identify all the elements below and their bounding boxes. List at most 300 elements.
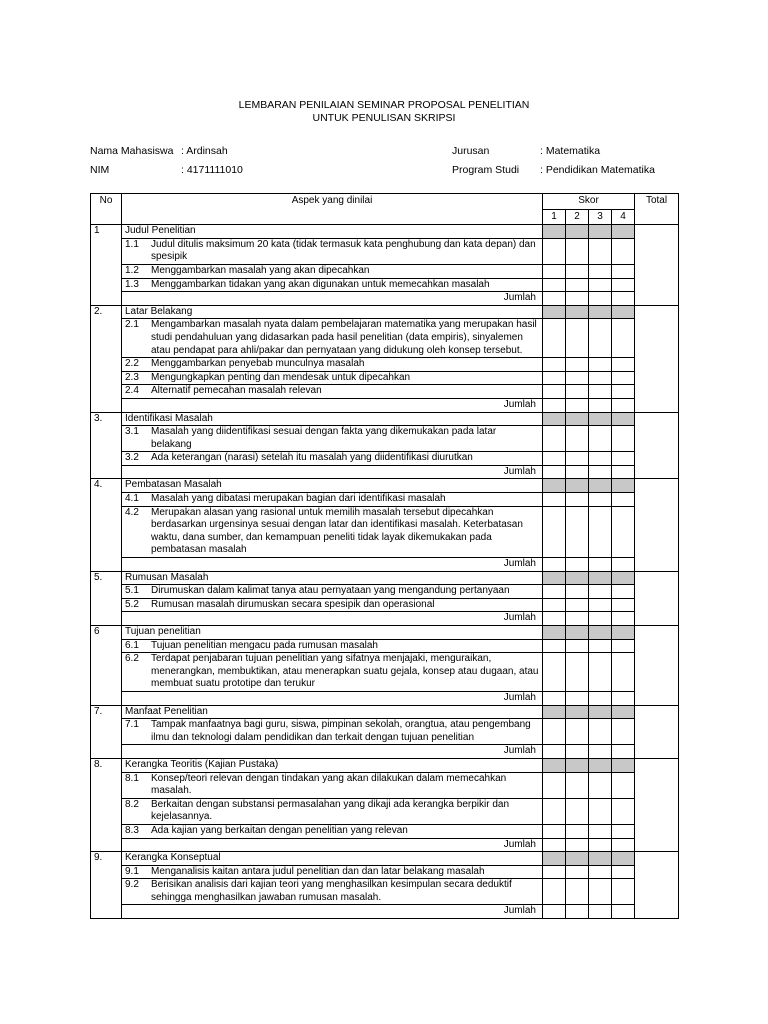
score-cell[interactable] (566, 238, 589, 264)
score-cell[interactable] (589, 653, 612, 692)
score-cell[interactable] (566, 426, 589, 452)
score-cell[interactable] (589, 585, 612, 599)
score-cell[interactable] (543, 865, 566, 879)
criterion-row (91, 358, 679, 372)
criterion-row (91, 493, 679, 507)
score-cell[interactable] (566, 358, 589, 372)
criterion-number: 9.2 (125, 879, 139, 891)
criterion-cell (122, 865, 543, 879)
title-line-2: UNTUK PENULISAN SKRIPSI (312, 112, 456, 124)
section-row (91, 412, 679, 426)
criterion-number: 4.1 (125, 493, 139, 505)
criterion-row (91, 598, 679, 612)
score-cell[interactable] (543, 772, 566, 798)
score-cell[interactable] (543, 358, 566, 372)
nim-value: : 4171111010 (181, 164, 243, 176)
score-cell[interactable] (612, 385, 635, 399)
jumlah-score-cell[interactable] (543, 745, 566, 759)
score-cell[interactable] (589, 879, 612, 905)
score-cell-shaded (589, 571, 612, 585)
jumlah-label: Jumlah (122, 558, 543, 572)
score-cell[interactable] (566, 319, 589, 358)
score-cell[interactable] (566, 824, 589, 838)
jumlah-score-cell[interactable] (543, 612, 566, 626)
score-cell-shaded (566, 758, 589, 772)
total-cell[interactable] (635, 225, 679, 306)
score-cell[interactable] (612, 585, 635, 599)
criterion-number: 7.1 (125, 719, 139, 731)
jumlah-row (91, 465, 679, 479)
criterion-text: Berkaitan dengan substansi permasalahan yang dikaji ada kerangka berpikir dan kejelasannya. (151, 798, 510, 823)
score-cell[interactable] (589, 278, 612, 292)
criterion-cell (122, 238, 543, 264)
score-cell-shaded (612, 758, 635, 772)
criterion-row (91, 798, 679, 824)
jumlah-score-cell[interactable] (566, 558, 589, 572)
total-cell[interactable] (635, 479, 679, 571)
score-cell[interactable] (612, 238, 635, 264)
criterion-number: 8.1 (125, 772, 139, 784)
score-cell[interactable] (566, 798, 589, 824)
criterion-cell (122, 358, 543, 372)
jumlah-score-cell[interactable] (589, 612, 612, 626)
criterion-text: Mengambarkan masalah nyata dalam pembelajaran matematika yang merupakan hasil studi pendahuluan yang didasarkan pada hasil penelitian (data empiris), sinyalemen atau pendapat para ahli/pakar dan pernyataan yang didukung oleh konsep tersebut. (151, 319, 537, 356)
criterion-cell (122, 264, 543, 278)
score-cell[interactable] (543, 598, 566, 612)
jumlah-score-cell[interactable] (566, 292, 589, 306)
jumlah-score-cell[interactable] (543, 838, 566, 852)
section-title: Identifikasi Masalah (122, 412, 543, 426)
score-cell-shaded (589, 626, 612, 640)
score-cell-shaded (543, 758, 566, 772)
jumlah-score-cell[interactable] (589, 465, 612, 479)
skor-col-4: 4 (612, 209, 635, 225)
criterion-row (91, 506, 679, 557)
criterion-text: Dirumuskan dalam kalimat tanya atau pernyataan yang mengandung pertanyaan (151, 585, 510, 597)
section-row (91, 225, 679, 239)
jumlah-score-cell[interactable] (612, 398, 635, 412)
criterion-text: Mengungkapkan penting dan mendesak untuk dipecahkan (151, 371, 411, 383)
score-cell[interactable] (589, 264, 612, 278)
criterion-row (91, 278, 679, 292)
score-cell[interactable] (543, 426, 566, 452)
section-number: 8. (91, 758, 122, 851)
criterion-text: Menggambarkan penyebab munculnya masalah (151, 358, 365, 370)
prodi-label: Program Studi (452, 164, 520, 176)
score-cell[interactable] (543, 452, 566, 466)
criterion-cell (122, 506, 543, 557)
criterion-text: Rumusan masalah dirumuskan secara spesipik dan operasional (151, 598, 435, 610)
col-header-aspek: Aspek yang dinilai (122, 194, 543, 225)
score-cell-shaded (566, 626, 589, 640)
score-cell[interactable] (612, 598, 635, 612)
score-cell[interactable] (566, 385, 589, 399)
jumlah-row (91, 292, 679, 306)
criterion-row (91, 879, 679, 905)
jumlah-score-cell[interactable] (612, 558, 635, 572)
score-cell[interactable] (589, 506, 612, 557)
jumlah-label: Jumlah (122, 691, 543, 705)
jumlah-score-cell[interactable] (612, 691, 635, 705)
criterion-text: Judul ditulis maksimum 20 kata (tidak termasuk kata penghubung dan kata depan) dan spesipik (151, 238, 536, 263)
score-cell[interactable] (612, 452, 635, 466)
section-title: Kerangka Teoritis (Kajian Pustaka) (122, 758, 543, 772)
jumlah-score-cell[interactable] (566, 612, 589, 626)
criterion-text: Konsep/teori relevan dengan tindakan yang akan dilakukan dalam memecahkan masalah. (151, 772, 507, 797)
section-title: Kerangka Konseptual (122, 852, 543, 866)
jumlah-label: Jumlah (122, 905, 543, 919)
criterion-row (91, 824, 679, 838)
section-number: 2. (91, 305, 122, 412)
score-cell-shaded (566, 412, 589, 426)
score-cell-shaded (566, 852, 589, 866)
section-title: Tujuan penelitian (122, 626, 543, 640)
score-cell[interactable] (543, 264, 566, 278)
score-cell[interactable] (543, 371, 566, 385)
criterion-text: Merupakan alasan yang rasional untuk memilih masalah tersebut dipecahkan berdasarkan urgensinya sesuai dengan latar dan identifikasi masalah. Keterbatasan waktu, dana sumber, dan kemampuan peneliti tidak layak dikemukakan pada pembatasan masalah (151, 506, 523, 556)
criterion-row (91, 238, 679, 264)
jumlah-row (91, 558, 679, 572)
jumlah-label: Jumlah (122, 612, 543, 626)
score-cell-shaded (589, 758, 612, 772)
criterion-number: 2.2 (125, 358, 139, 370)
score-cell[interactable] (543, 639, 566, 653)
criterion-number: 6.2 (125, 653, 139, 665)
criterion-cell (122, 639, 543, 653)
jumlah-score-cell[interactable] (589, 691, 612, 705)
section-row (91, 852, 679, 866)
jumlah-score-cell[interactable] (566, 745, 589, 759)
score-cell-shaded (612, 852, 635, 866)
criterion-number: 2.3 (125, 371, 139, 383)
score-cell[interactable] (566, 371, 589, 385)
jumlah-score-cell[interactable] (589, 905, 612, 919)
jumlah-row (91, 905, 679, 919)
score-cell[interactable] (589, 598, 612, 612)
title-line-1: LEMBARAN PENILAIAN SEMINAR PROPOSAL PENELITIAN (238, 99, 530, 111)
score-cell[interactable] (566, 598, 589, 612)
criterion-text: Tampak manfaatnya bagi guru, siswa, pimpinan sekolah, orangtua, atau pengembang ilmu dan teknologi dalam pendidikan dan terkait dengan tujuan penelitian (151, 719, 531, 743)
score-cell[interactable] (612, 653, 635, 692)
score-cell-shaded (612, 305, 635, 319)
criterion-number: 2.4 (125, 385, 139, 397)
score-cell[interactable] (566, 452, 589, 466)
criterion-number: 1.2 (125, 264, 139, 276)
criterion-cell (122, 319, 543, 358)
score-cell-shaded (543, 412, 566, 426)
criterion-cell (122, 719, 543, 745)
jumlah-score-cell[interactable] (612, 292, 635, 306)
score-cell-shaded (543, 479, 566, 493)
skor-col-1: 1 (543, 209, 566, 225)
criterion-text: Ada keterangan (narasi) setelah itu masalah yang diidentifikasi diurutkan (151, 452, 473, 464)
score-cell-shaded (543, 852, 566, 866)
score-cell[interactable] (566, 879, 589, 905)
score-cell-shaded (566, 225, 589, 239)
score-cell-shaded (566, 305, 589, 319)
score-cell-shaded (543, 626, 566, 640)
score-cell-shaded (566, 571, 589, 585)
criterion-row (91, 452, 679, 466)
score-cell[interactable] (543, 385, 566, 399)
score-cell[interactable] (612, 824, 635, 838)
score-cell[interactable] (589, 371, 612, 385)
score-cell[interactable] (612, 493, 635, 507)
jumlah-score-cell[interactable] (589, 745, 612, 759)
criterion-row (91, 426, 679, 452)
jumlah-score-cell[interactable] (589, 558, 612, 572)
criterion-number: 2.1 (125, 319, 139, 331)
score-cell[interactable] (612, 798, 635, 824)
score-cell-shaded (612, 705, 635, 719)
score-cell[interactable] (543, 798, 566, 824)
score-cell[interactable] (543, 879, 566, 905)
criterion-number: 6.1 (125, 639, 139, 651)
col-header-total: Total (635, 194, 679, 225)
score-cell[interactable] (589, 493, 612, 507)
total-cell[interactable] (635, 626, 679, 706)
nim-label: NIM (90, 164, 110, 176)
criterion-row (91, 319, 679, 358)
score-cell[interactable] (612, 358, 635, 372)
criterion-text: Menganalisis kaitan antara judul penelitian dan dan latar belakang masalah (151, 865, 485, 877)
jumlah-score-cell[interactable] (543, 905, 566, 919)
jumlah-score-cell[interactable] (566, 905, 589, 919)
criterion-number: 9.1 (125, 865, 139, 877)
score-cell[interactable] (566, 719, 589, 745)
section-number: 5. (91, 571, 122, 625)
criterion-cell (122, 653, 543, 692)
jumlah-row (91, 612, 679, 626)
jumlah-row (91, 745, 679, 759)
score-cell[interactable] (566, 278, 589, 292)
criterion-row (91, 371, 679, 385)
score-cell-shaded (543, 705, 566, 719)
score-cell[interactable] (566, 772, 589, 798)
score-cell-shaded (543, 305, 566, 319)
jumlah-score-cell[interactable] (612, 612, 635, 626)
score-cell[interactable] (589, 385, 612, 399)
criterion-text: Menggambarkan masalah yang akan dipecahkan (151, 264, 370, 276)
section-number: 9. (91, 852, 122, 919)
criterion-text: Tujuan penelitian mengacu pada rumusan masalah (151, 639, 378, 651)
criterion-row (91, 385, 679, 399)
jumlah-row (91, 691, 679, 705)
jumlah-score-cell[interactable] (543, 691, 566, 705)
criterion-number: 4.2 (125, 506, 139, 518)
jumlah-score-cell[interactable] (566, 398, 589, 412)
criterion-text: Berisikan analisis dari kajian teori yang menghasilkan kesimpulan secara deduktif sehingga menghasilkan jawaban rumusan masalah. (151, 879, 512, 903)
jumlah-score-cell[interactable] (566, 691, 589, 705)
criterion-cell (122, 452, 543, 466)
section-number: 6 (91, 626, 122, 706)
score-cell[interactable] (543, 653, 566, 692)
score-cell[interactable] (543, 238, 566, 264)
jurusan-value: : Matematika (540, 145, 601, 157)
score-cell[interactable] (589, 798, 612, 824)
total-cell[interactable] (635, 305, 679, 412)
score-cell[interactable] (543, 506, 566, 557)
criterion-row (91, 719, 679, 745)
score-cell-shaded (589, 479, 612, 493)
score-cell[interactable] (589, 824, 612, 838)
score-cell[interactable] (612, 264, 635, 278)
score-cell[interactable] (543, 585, 566, 599)
section-number: 7. (91, 705, 122, 758)
score-cell-shaded (612, 571, 635, 585)
document-title (0, 99, 768, 125)
total-cell[interactable] (635, 758, 679, 851)
skor-col-3: 3 (589, 209, 612, 225)
section-row (91, 626, 679, 640)
score-cell[interactable] (612, 371, 635, 385)
section-number: 3. (91, 412, 122, 479)
score-cell-shaded (589, 412, 612, 426)
score-cell[interactable] (543, 719, 566, 745)
criterion-text: Alternatif pemecahan masalah relevan (151, 385, 322, 397)
criterion-text: Masalah yang dibatasi merupakan bagian dari identifikasi masalah (151, 493, 446, 505)
score-cell[interactable] (566, 653, 589, 692)
criterion-text: Ada kajian yang berkaitan dengan penelitian yang relevan (151, 824, 408, 836)
jumlah-score-cell[interactable] (589, 292, 612, 306)
rubric-body (91, 225, 679, 919)
score-cell[interactable] (612, 426, 635, 452)
jumlah-row (91, 398, 679, 412)
nama-label: Nama Mahasiswa (90, 145, 174, 157)
criterion-number: 5.2 (125, 598, 139, 610)
jumlah-score-cell[interactable] (612, 838, 635, 852)
section-number: 1 (91, 225, 122, 306)
col-header-skor: Skor (543, 194, 635, 210)
jumlah-score-cell[interactable] (589, 398, 612, 412)
criterion-number: 8.3 (125, 824, 139, 836)
criterion-cell (122, 426, 543, 452)
score-cell[interactable] (589, 358, 612, 372)
criterion-number: 3.2 (125, 452, 139, 464)
jumlah-score-cell[interactable] (566, 838, 589, 852)
score-cell[interactable] (589, 772, 612, 798)
score-cell-shaded (543, 225, 566, 239)
score-cell[interactable] (589, 452, 612, 466)
jumlah-score-cell[interactable] (543, 558, 566, 572)
jumlah-label: Jumlah (122, 838, 543, 852)
score-cell[interactable] (612, 506, 635, 557)
score-cell[interactable] (589, 639, 612, 653)
jumlah-score-cell[interactable] (566, 465, 589, 479)
criterion-cell (122, 879, 543, 905)
score-cell[interactable] (566, 865, 589, 879)
section-title: Manfaat Penelitian (122, 705, 543, 719)
criterion-text: Menggambarkan tidakan yang akan digunakan untuk memecahkan masalah (151, 278, 490, 290)
jumlah-score-cell[interactable] (589, 838, 612, 852)
score-cell-shaded (612, 626, 635, 640)
criterion-cell (122, 798, 543, 824)
total-cell[interactable] (635, 705, 679, 758)
score-cell[interactable] (566, 639, 589, 653)
section-row (91, 758, 679, 772)
score-cell-shaded (589, 305, 612, 319)
section-title: Latar Belakang (122, 305, 543, 319)
score-cell[interactable] (566, 264, 589, 278)
jumlah-score-cell[interactable] (543, 292, 566, 306)
score-cell[interactable] (543, 319, 566, 358)
score-cell[interactable] (543, 824, 566, 838)
score-cell[interactable] (589, 426, 612, 452)
score-cell[interactable] (612, 865, 635, 879)
criterion-number: 8.2 (125, 798, 139, 810)
score-cell[interactable] (612, 319, 635, 358)
total-cell[interactable] (635, 412, 679, 479)
criterion-cell (122, 385, 543, 399)
jumlah-row (91, 838, 679, 852)
jumlah-label: Jumlah (122, 465, 543, 479)
section-row (91, 705, 679, 719)
section-title: Judul Penelitian (122, 225, 543, 239)
criterion-row (91, 772, 679, 798)
nama-value: : Ardinsah (181, 145, 228, 157)
score-cell[interactable] (589, 319, 612, 358)
prodi-value: : Pendidikan Matematika (540, 164, 655, 176)
criterion-cell (122, 772, 543, 798)
jumlah-score-cell[interactable] (543, 465, 566, 479)
criterion-row (91, 653, 679, 692)
score-cell[interactable] (543, 493, 566, 507)
section-title: Pembatasan Masalah (122, 479, 543, 493)
criterion-cell (122, 585, 543, 599)
jumlah-score-cell[interactable] (543, 398, 566, 412)
criterion-cell (122, 598, 543, 612)
jumlah-score-cell[interactable] (612, 465, 635, 479)
jurusan-label: Jurusan (452, 145, 490, 157)
score-cell[interactable] (612, 772, 635, 798)
score-cell[interactable] (612, 639, 635, 653)
score-cell[interactable] (589, 719, 612, 745)
criterion-cell (122, 278, 543, 292)
criterion-cell (122, 493, 543, 507)
col-header-no: No (91, 194, 122, 225)
criterion-row (91, 639, 679, 653)
score-cell[interactable] (612, 278, 635, 292)
criterion-text: Masalah yang diidentifikasi sesuai dengan fakta yang dikemukakan pada latar belakang (151, 426, 497, 450)
criterion-row (91, 865, 679, 879)
score-cell[interactable] (566, 493, 589, 507)
score-cell[interactable] (612, 719, 635, 745)
criterion-cell (122, 824, 543, 838)
section-row (91, 479, 679, 493)
jumlah-score-cell[interactable] (612, 905, 635, 919)
score-cell[interactable] (589, 865, 612, 879)
total-cell[interactable] (635, 852, 679, 919)
section-row (91, 571, 679, 585)
score-cell[interactable] (566, 585, 589, 599)
score-cell-shaded (543, 571, 566, 585)
jumlah-label: Jumlah (122, 398, 543, 412)
criterion-number: 1.1 (125, 238, 139, 250)
criterion-number: 5.1 (125, 585, 139, 597)
score-cell[interactable] (589, 238, 612, 264)
score-cell[interactable] (566, 506, 589, 557)
score-cell-shaded (566, 479, 589, 493)
section-row (91, 305, 679, 319)
assessment-table (90, 193, 679, 919)
section-number: 4. (91, 479, 122, 571)
total-cell[interactable] (635, 571, 679, 625)
score-cell[interactable] (543, 278, 566, 292)
jumlah-score-cell[interactable] (612, 745, 635, 759)
score-cell[interactable] (612, 879, 635, 905)
jumlah-label: Jumlah (122, 292, 543, 306)
score-cell-shaded (589, 852, 612, 866)
